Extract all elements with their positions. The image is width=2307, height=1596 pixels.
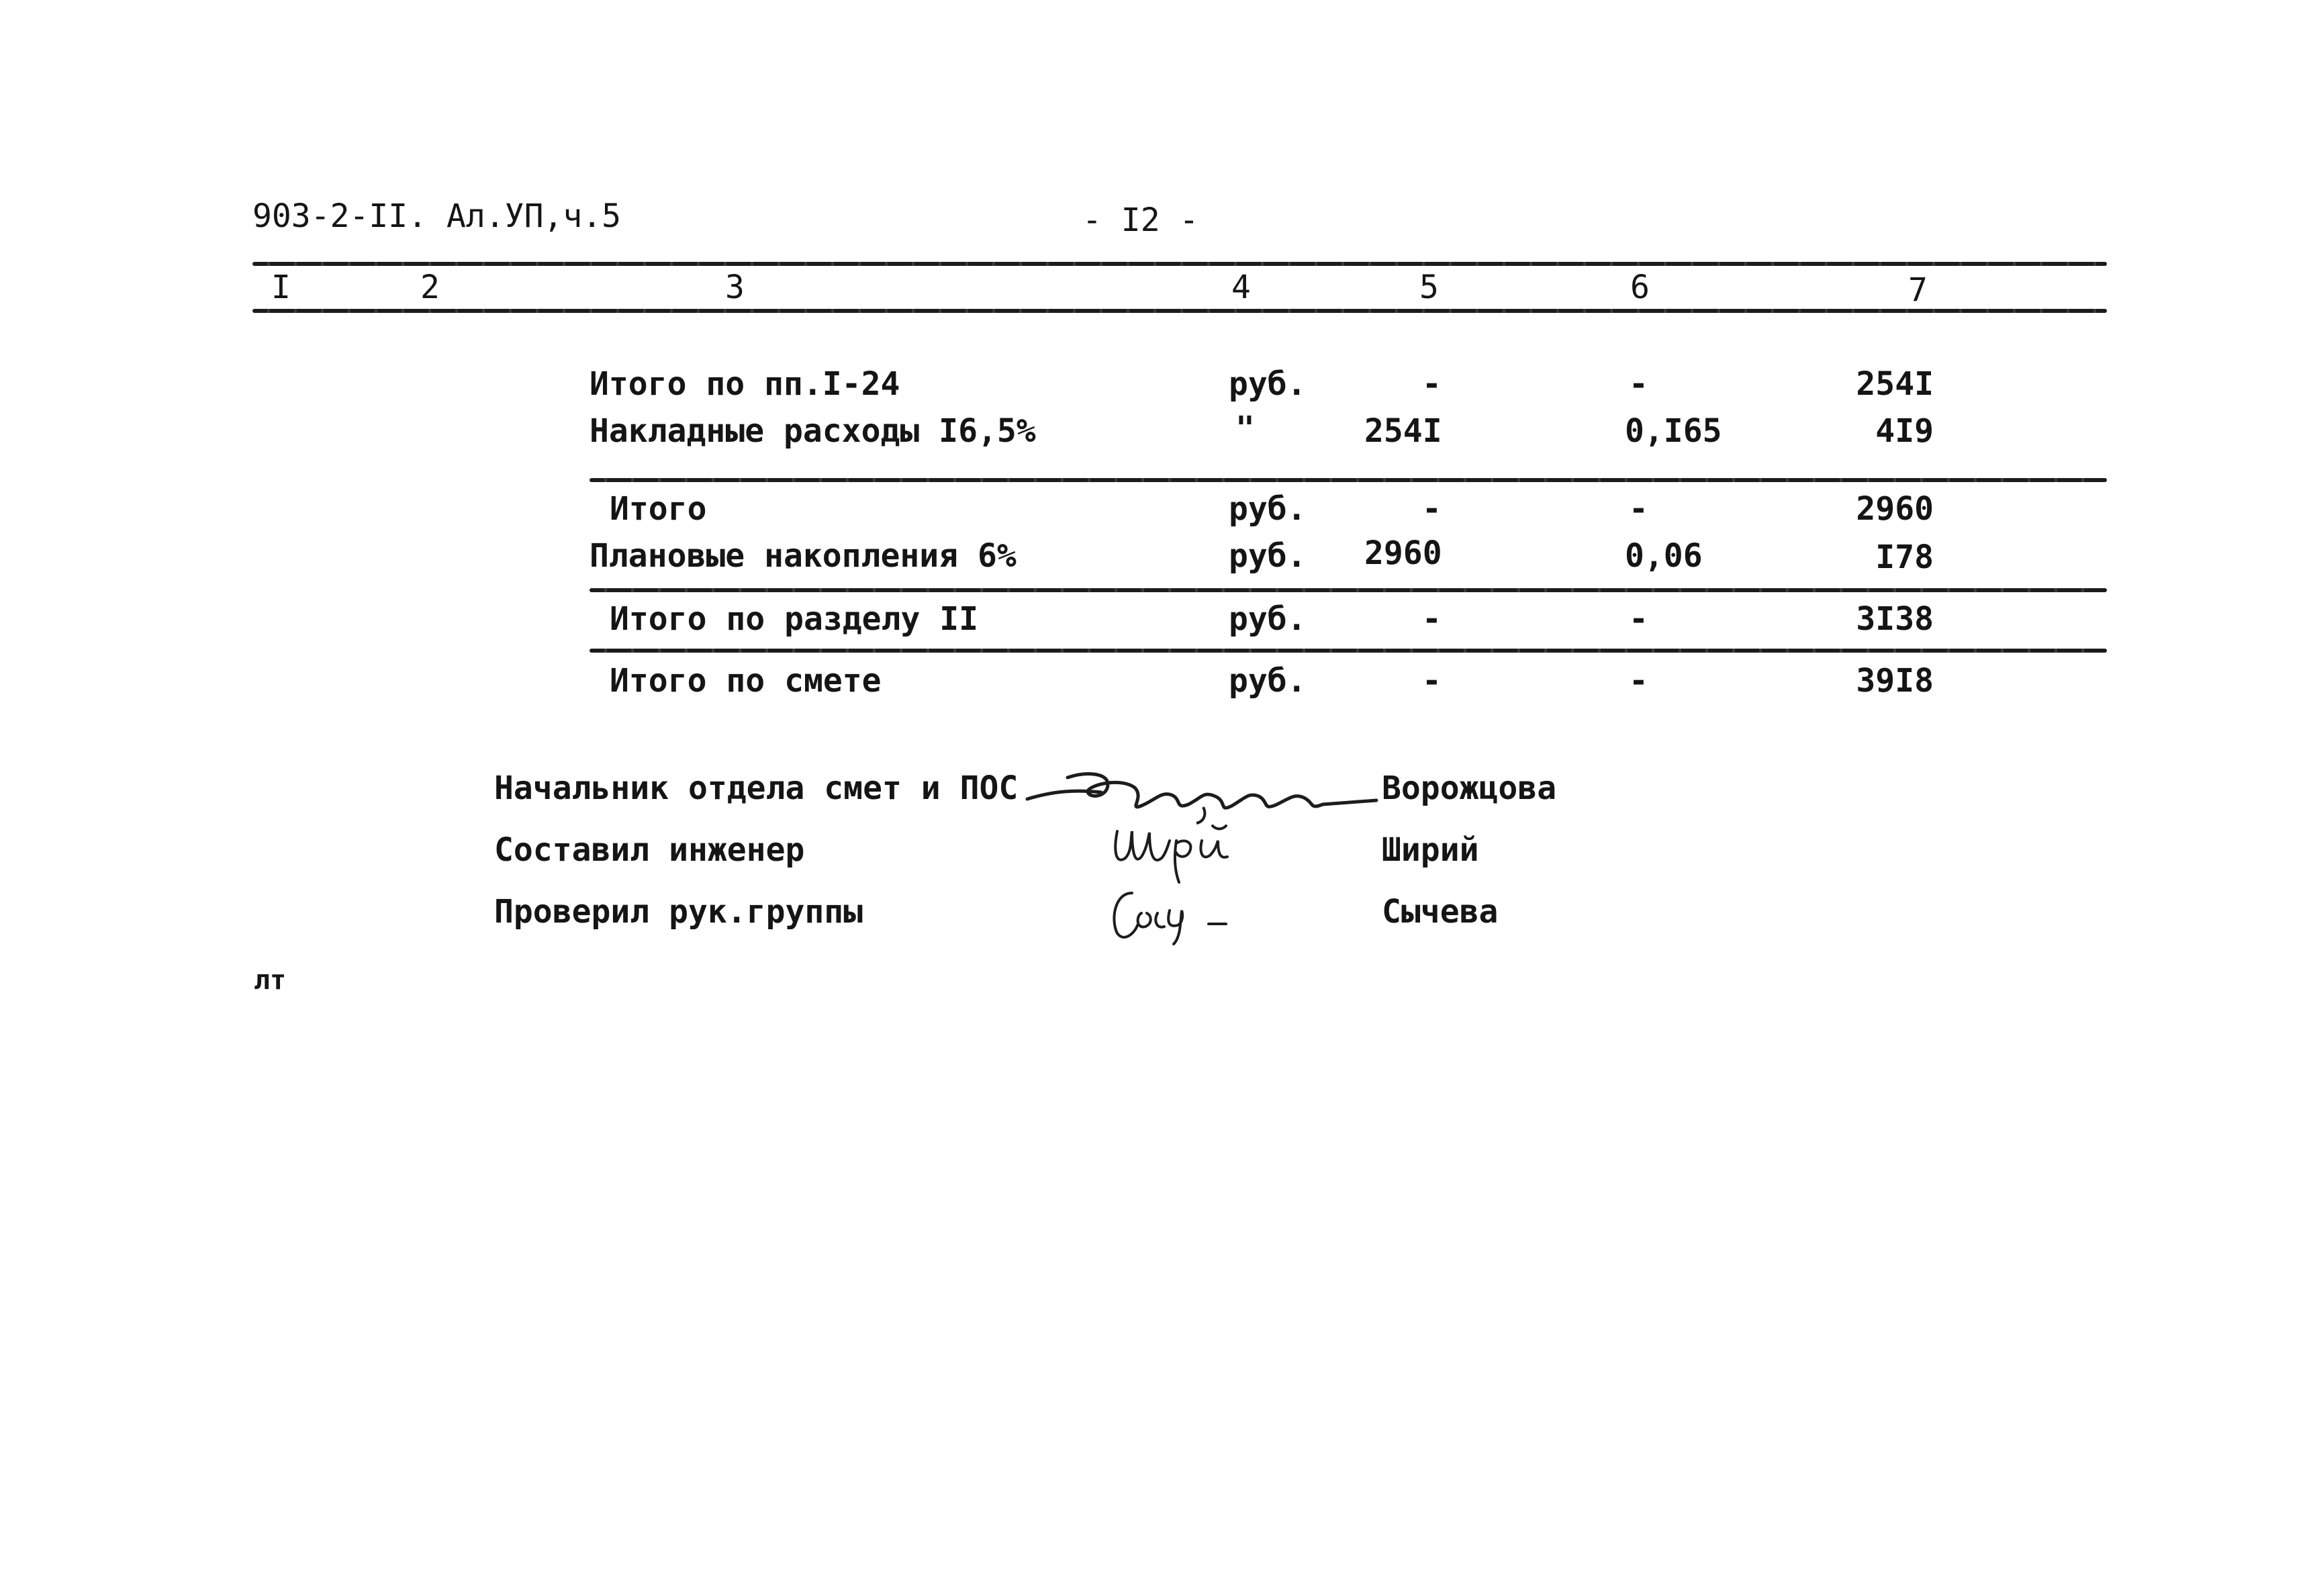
row-rate: -: [1629, 365, 1648, 403]
row-name: Плановые накопления 6%: [590, 537, 1017, 575]
row-unit: руб.: [1229, 490, 1307, 528]
column-number-4: 4: [1231, 269, 1251, 306]
column-number-3: 3: [725, 269, 745, 306]
row-amount: 2960: [1856, 490, 1934, 528]
row-unit: руб.: [1229, 365, 1307, 403]
row-base: -: [1422, 600, 1442, 638]
total-rule: [590, 649, 2107, 653]
page-number: - I2 -: [1082, 201, 1199, 239]
row-rate: -: [1629, 600, 1648, 638]
row-base: 254I: [1364, 412, 1442, 450]
subtotal-rule: [590, 478, 2107, 482]
signature-role: Проверил рук.группы: [494, 893, 863, 931]
row-amount: 254I: [1856, 365, 1934, 403]
signature-role: Составил инженер: [494, 831, 805, 869]
row-amount: 4I9: [1875, 412, 1934, 450]
signatory-name: Сычева: [1382, 893, 1499, 931]
row-rate: -: [1629, 662, 1648, 700]
row-unit: руб.: [1229, 537, 1307, 575]
column-number-2: 2: [420, 269, 440, 306]
row-amount: I78: [1875, 538, 1934, 576]
row-name: Итого по пп.I-24: [590, 365, 900, 403]
row-amount: 3I38: [1856, 600, 1934, 638]
row-unit: руб.: [1229, 600, 1307, 638]
row-base: 2960: [1364, 534, 1442, 572]
row-name: Итого по смете: [610, 662, 882, 700]
row-name: Итого по разделу II: [610, 600, 979, 638]
signatory-name: Ширий: [1382, 831, 1479, 869]
column-number-6: 6: [1630, 269, 1650, 306]
row-unit: ": [1235, 410, 1255, 447]
footer-mark: лт: [254, 965, 287, 996]
row-name: Накладные расходы I6,5%: [590, 412, 1036, 450]
row-base: -: [1422, 365, 1442, 403]
handwritten-signature: [1108, 886, 1235, 949]
header-top-rule: [252, 262, 2107, 266]
row-rate: 0,06: [1625, 537, 1703, 575]
row-rate: -: [1629, 490, 1648, 528]
row-name: Итого: [610, 490, 707, 528]
row-base: -: [1422, 662, 1442, 700]
signatory-name: Ворожцова: [1382, 769, 1557, 807]
column-number-1: I: [271, 269, 291, 306]
section-rule: [590, 588, 2107, 592]
row-unit: руб.: [1229, 662, 1307, 700]
row-amount: 39I8: [1856, 662, 1934, 700]
column-number-7: 7: [1908, 271, 1928, 309]
header-bottom-rule: [252, 309, 2107, 313]
handwritten-signature: [1112, 818, 1239, 888]
handwritten-signature: [1027, 751, 1376, 827]
row-base: -: [1422, 490, 1442, 528]
column-number-5: 5: [1419, 269, 1439, 306]
signature-role: Начальник отдела смет и ПОС: [494, 769, 1019, 807]
document-code: 903-2-II. Ал.УП,ч.5: [252, 197, 622, 235]
row-rate: 0,I65: [1625, 412, 1722, 450]
